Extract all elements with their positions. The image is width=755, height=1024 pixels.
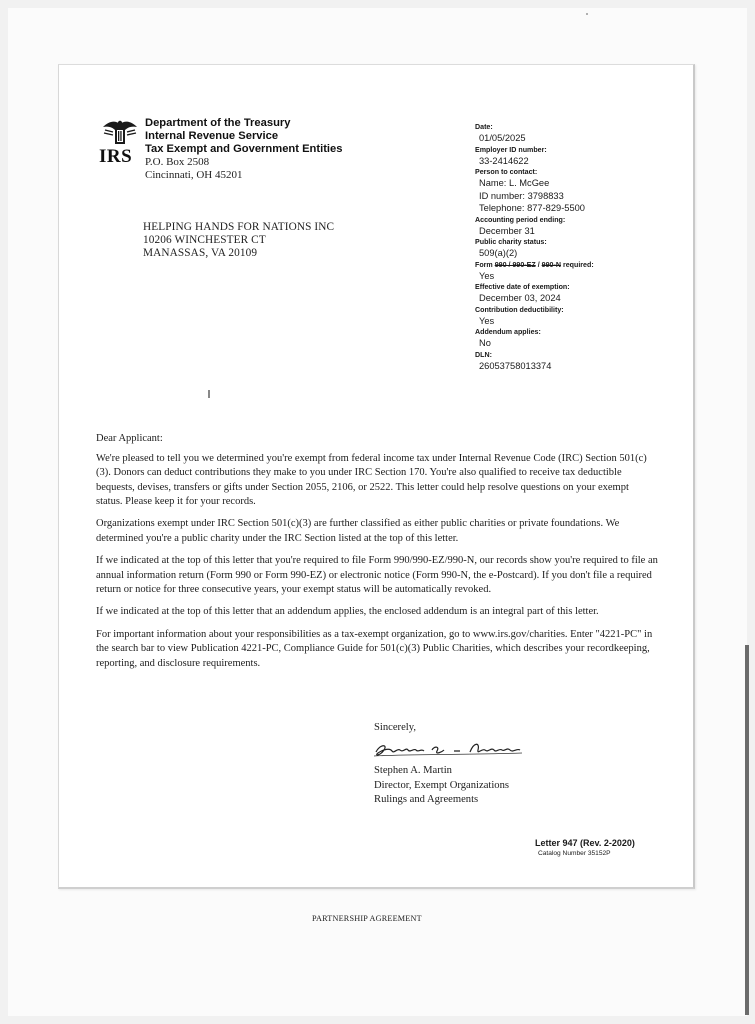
contact-label: Person to contact: (475, 168, 538, 176)
paragraph: If we indicated at the top of this letter that an addendum applies, the enclosed addendum is an integral part of this letter. (96, 606, 599, 618)
period-label: Accounting period ending: (475, 215, 566, 224)
scan-mark (208, 390, 210, 398)
closing: Sincerely, (374, 722, 416, 733)
recipient-line: MANASSAS, VA 20109 (143, 246, 258, 259)
signer-line: Rulings and Agreements (374, 794, 479, 806)
eagle-icon (101, 118, 139, 148)
signer-block (374, 764, 509, 808)
deductibility-value: Yes (479, 315, 495, 326)
ein-value: 33-2414622 (479, 155, 529, 166)
paragraph: For important information about your responsibilities as a tax-exempt organization, go to www.irs.gov/charities. Enter "4221-PC" in the search bar to view Publication 4221-PC, Compliance Guide for 501(c)(3) Public Charities, which describes your recordkeeping, reporting, and disclosure requirements. (96, 628, 653, 669)
form-required-value: Yes (479, 270, 495, 281)
addendum-value: No (479, 338, 491, 348)
paragraph: We're pleased to tell you we determined you're exempt from federal income tax under Internal Revenue Code (IRC) Section 501(c)(3). Donors can deduct contributions they make to you under IRC Section 170. You're also qualified to receive tax deductible bequests, devises, transfers or gifts under Section 2055, 2106, or 2522. This letter could help resolve questions on your exempt status. Please keep it for your records. (96, 452, 647, 508)
contact-id: ID number: 3798833 (479, 190, 564, 201)
letter-code (535, 837, 635, 858)
effective-date-value: December 03, 2024 (479, 293, 561, 303)
info-panel (475, 122, 675, 372)
contact-name: Name: L. McGee (479, 178, 550, 188)
next-page-title: PARTNERSHIP AGREEMENT (312, 914, 422, 923)
dept-line: Tax Exempt and Government Entities (145, 142, 343, 155)
charity-status-label: Public charity status: (475, 238, 547, 246)
date-label: Date: (475, 123, 493, 131)
ein-label: Employer ID number: (475, 145, 547, 154)
greeting: Dear Applicant: (96, 433, 163, 444)
dust-speck (586, 13, 588, 15)
address-line: P.O. Box 2508 (145, 156, 210, 168)
signer-line: Stephen A. Martin (374, 765, 452, 776)
date-value: 01/05/2025 (479, 133, 526, 143)
paragraph: Organizations exempt under IRC Section 501(c)(3) are further classified as either public charities or private foundations. We determined you're a public charity under the IRC Section listed at the top of this letter. (96, 518, 620, 545)
period-value: December 31 (479, 225, 535, 236)
form-required-label: Form 990 / 990-EZ / 990-N required: (475, 260, 594, 269)
irs-logo (99, 118, 141, 174)
deductibility-label: Contribution deductibility: (475, 305, 564, 314)
dept-line: Internal Revenue Service (145, 129, 279, 142)
letter-body (96, 432, 658, 679)
department-heading (145, 117, 343, 155)
contact-phone: Telephone: 877-829-5500 (479, 203, 585, 213)
handwritten-signature (370, 736, 530, 762)
dln-label: DLN: (475, 350, 492, 359)
dept-line: Department of the Treasury (145, 117, 291, 129)
address-line: Cincinnati, OH 45201 (145, 168, 243, 181)
signer-line: Director, Exempt Organizations (374, 779, 509, 791)
paragraph: If we indicated at the top of this letter that you're required to file Form 990/990-EZ/990-N, our records show you're required to file an annual information return (Form 990 or Form 990-EZ) or electronic notice (Form 990-N, the e-Postcard). If you don't file a required return or notice for three consecutive years, your exempt status will be automatically revoked. (96, 555, 658, 596)
recipient-line: 10206 WINCHESTER CT (143, 233, 266, 246)
effective-date-label: Effective date of exemption: (475, 283, 570, 291)
irs-logo-text: IRS (99, 146, 133, 167)
irs-address (145, 156, 242, 181)
catalog-number: Catalog Number 35152P (538, 850, 611, 857)
recipient-line: HELPING HANDS FOR NATIONS INC (143, 221, 335, 233)
charity-status-value: 509(a)(2) (479, 248, 518, 258)
page-edge-shadow (745, 645, 749, 1015)
recipient-address (143, 221, 334, 259)
addendum-label: Addendum applies: (475, 328, 541, 336)
letter-number: Letter 947 (Rev. 2-2020) (535, 838, 635, 848)
dln-value: 26053758013374 (479, 360, 552, 371)
